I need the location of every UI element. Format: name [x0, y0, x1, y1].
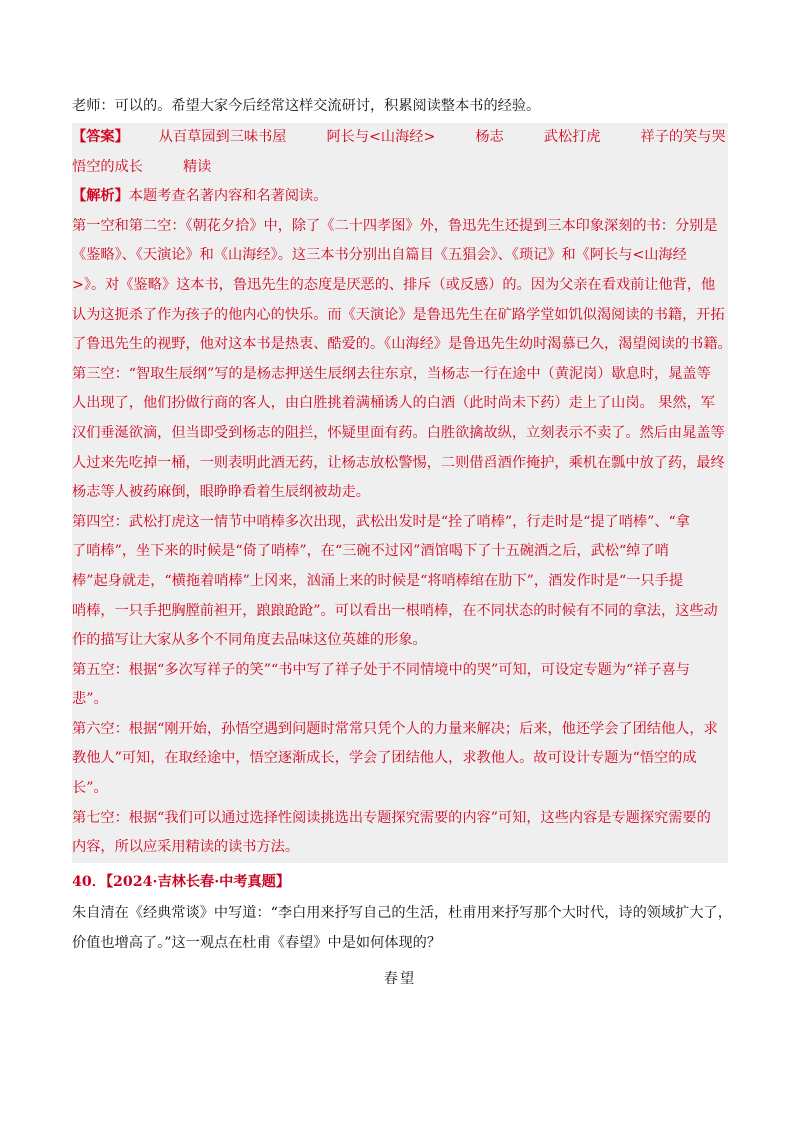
analysis-line: 内容，所以应采用精读的读书方法。: [72, 839, 300, 856]
analysis-line: >》。对《鉴略》这本书，鲁迅先生的态度是厌恶的、排斥（或反感）的。因为父亲在看戏前让他背，他: [72, 276, 716, 293]
answer-item: 杨志: [475, 129, 504, 145]
answer-item: 从百草园到三味书屋: [158, 129, 287, 145]
analysis-line: 人过来先吃掉一桶，一则表明此酒无药，让杨志放松警惕，二则借舀酒作掩护，乘机在瓢中放了药，最终: [72, 454, 725, 471]
answer-item: 阿长与<山海经>: [326, 129, 436, 145]
answer-row-2: [72, 153, 728, 183]
analysis-line: 悲”。: [72, 691, 108, 708]
analysis-line: 第七空：根据“我们可以通过选择性阅读挑选出专题探究需要的内容”可知，这些内容是专题探究需要的: [72, 809, 711, 826]
analysis-line: 第六空：根据“刚开始，孙悟空遇到问题时常常只凭个人的力量来解决；后来，他还学会了团结他人，求: [72, 720, 718, 737]
question-line: 价值也增高了。”这一观点在杜甫《春望》中是如何体现的？: [72, 934, 442, 951]
analysis-line: 教他人”可知，在取经途中，悟空逐渐成长，学会了团结他人，求教他人。故可设计专题为“悟空的成: [72, 750, 697, 767]
analysis-line: 长”。: [72, 780, 108, 797]
analysis-label: 【解析】: [72, 188, 129, 205]
analysis-line: 作的描写让大家从多个不同角度去品味这位英雄的形象。: [72, 632, 427, 649]
answer-item: 精读: [182, 158, 212, 175]
answer-label: 【答案】: [72, 129, 129, 145]
analysis-line: 棒”起身就走，“横拖着哨棒”上冈来，汹涌上来的时候是“将哨棒绾在肋下”，酒发作时是“一只手提: [72, 572, 684, 589]
analysis-line: 第五空：根据“多次写祥子的笑”“书中写了祥子处于不同情境中的哭”可知，可设定专题为“祥子喜与: [72, 661, 690, 678]
analysis-line: 哨棒，一只手把胸膛前袒开，踉踉跄跄”。可以看出一根哨棒，在不同状态的时候有不同的拿法，这些动: [72, 602, 718, 619]
analysis-line: 第三空：“智取生辰纲”写的是杨志押送生辰纲去往东京，当杨志一行在途中（黄泥岗）歇息时，晁盖等: [72, 365, 711, 382]
answer-row-1: [72, 123, 728, 153]
analysis-line: 《鉴略》、《天演论》和《山海经》。这三本书分别出自篇目《五猖会》、《琐记》和《阿长与<山海经: [72, 247, 687, 264]
analysis-line: 人出现了，他们扮做行商的客人，由白胜挑着满桶诱人的白酒（此时尚未下药）走上了山岗。 果然，军: [72, 395, 715, 412]
question-header: 40．【2024·吉林长春·中考真题】: [72, 873, 291, 890]
answer-item: 武松打虎: [543, 129, 601, 145]
analysis-line: 了鲁迅先生的视野，他对这本书是热衷、酷爱的。《山海经》是鲁迅先生幼时渴慕已久，渴望阅读的书籍。: [72, 336, 732, 353]
poem-title: 春望: [383, 970, 417, 987]
question-body: [72, 898, 732, 958]
analysis-line: 认为这扼杀了作为孩子的他内心的快乐。而《天演论》是鲁迅先生在矿路学堂如饥似渴阅读的书籍，开拓: [72, 306, 725, 323]
answer-item: 悟空的成长: [72, 158, 143, 175]
intro-line: 老师：可以的。希望大家今后经常这样交流研讨，积累阅读整本书的经验。: [72, 98, 541, 114]
answer-analysis-block: [72, 123, 732, 863]
analysis-line: 汉们垂涎欲滴，但当即受到杨志的阻拦，怀疑里面有药。白胜欲擒故纵，立刻表示不卖了。然后由晁盖等: [72, 424, 725, 441]
answer-item: 祥子的笑与哭: [640, 129, 726, 145]
analysis-line: 了哨棒”，坐下来的时候是“倚了哨棒”，在“三碗不过冈”酒馆喝下了十五碗酒之后，武松“绰了哨: [72, 543, 669, 560]
analysis-line: 第一空和第二空：《朝花夕拾》中，除了《二十四孝图》外，鲁迅先生还提到三本印象深刻的书：分别是: [72, 217, 718, 234]
analysis-line: 第四空：武松打虎这一情节中哨棒多次出现，武松出发时是“拴了哨棒”，行走时是“提了哨棒”、“拿: [72, 513, 690, 530]
analysis-line: 【解析】本题考查名著内容和名著阅读。: [72, 188, 328, 205]
document-page: [72, 92, 732, 994]
analysis-line: 杨志等人被药麻倒，眼睁睁看着生辰纲被劫走。: [72, 484, 370, 501]
question-line: 朱自清在《经典常谈》中写道：“李白用来抒写自己的生活，杜甫用来抒写那个大时代，诗的领域扩大了，: [72, 904, 732, 921]
